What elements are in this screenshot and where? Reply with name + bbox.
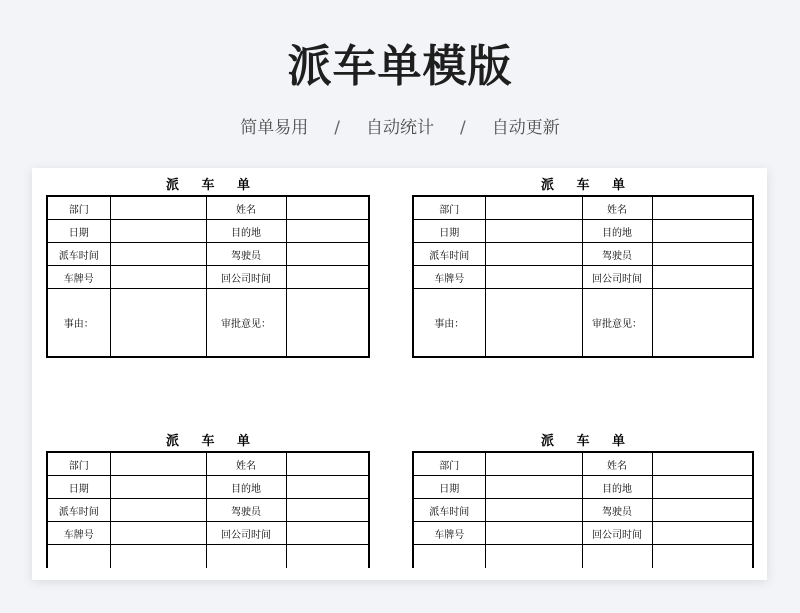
field-value-cell[interactable] (110, 452, 206, 476)
table-row (47, 196, 369, 220)
field-label: 派车时间 (413, 499, 485, 522)
field-label: 部门 (413, 452, 485, 476)
field-value-cell[interactable] (485, 243, 582, 266)
reason-value-cell[interactable] (485, 545, 582, 569)
feature-tagline (0, 113, 800, 138)
field-value-cell[interactable] (485, 266, 582, 289)
field-value-cell[interactable] (485, 196, 582, 220)
field-value-cell[interactable] (652, 266, 753, 289)
field-label: 目的地 (582, 476, 652, 499)
field-value-cell[interactable] (652, 522, 753, 545)
field-value-cell[interactable] (110, 220, 206, 243)
form-title: 派 车 单 (165, 178, 260, 193)
field-label: 部门 (47, 452, 110, 476)
dispatch-form (46, 433, 370, 568)
field-label: 派车时间 (47, 243, 110, 266)
field-value-cell[interactable] (485, 522, 582, 545)
field-value-cell[interactable] (652, 196, 753, 220)
field-label: 日期 (47, 220, 110, 243)
field-value-cell[interactable] (652, 243, 753, 266)
feature-easy-to-use: 简单易用 (240, 118, 309, 138)
table-row (413, 243, 753, 266)
field-label: 派车时间 (413, 243, 485, 266)
table-row (47, 545, 369, 569)
field-value-cell[interactable] (652, 499, 753, 522)
form-title: 派 车 单 (165, 434, 260, 449)
field-value-cell[interactable] (485, 220, 582, 243)
field-value-cell[interactable] (110, 243, 206, 266)
field-value-cell[interactable] (485, 476, 582, 499)
table-row (413, 196, 753, 220)
table-row (47, 499, 369, 522)
reason-value-cell[interactable] (110, 545, 206, 569)
table-row (47, 452, 369, 476)
table-row (47, 522, 369, 545)
table-row (413, 452, 753, 476)
field-label: 回公司时间 (206, 522, 286, 545)
field-value-cell[interactable] (110, 499, 206, 522)
field-value-cell[interactable] (652, 476, 753, 499)
field-label: 回公司时间 (582, 522, 652, 545)
form-table (46, 451, 370, 568)
field-label: 姓名 (206, 452, 286, 476)
page-title: 派车单模版 (287, 41, 513, 92)
reason-label: 事由： (413, 289, 485, 358)
field-value-cell[interactable] (286, 266, 369, 289)
approval-label: 审批意见： (206, 289, 286, 358)
form-title: 派 车 单 (540, 178, 635, 193)
field-value-cell[interactable] (286, 452, 369, 476)
table-row (413, 266, 753, 289)
field-label: 车牌号 (47, 266, 110, 289)
feature-auto-update: 自动更新 (491, 118, 560, 138)
separator: / (460, 118, 466, 138)
document-sheet (32, 168, 767, 580)
field-label: 目的地 (582, 220, 652, 243)
table-row (413, 499, 753, 522)
field-value-cell[interactable] (652, 452, 753, 476)
field-label: 日期 (413, 476, 485, 499)
feature-auto-statistics: 自动统计 (366, 118, 434, 138)
field-label: 姓名 (582, 452, 652, 476)
field-label: 部门 (47, 196, 110, 220)
reason-value-cell[interactable] (485, 289, 582, 358)
field-label: 车牌号 (413, 266, 485, 289)
field-value-cell[interactable] (652, 220, 753, 243)
field-value-cell[interactable] (110, 522, 206, 545)
field-value-cell[interactable] (286, 196, 369, 220)
dispatch-form (412, 177, 754, 358)
approval-label (582, 545, 652, 569)
field-label: 车牌号 (47, 522, 110, 545)
field-label: 目的地 (206, 476, 286, 499)
table-row (413, 545, 753, 569)
field-value-cell[interactable] (286, 220, 369, 243)
approval-label: 审批意见： (582, 289, 652, 358)
field-value-cell[interactable] (286, 476, 369, 499)
field-value-cell[interactable] (485, 452, 582, 476)
table-row (413, 289, 753, 358)
reason-value-cell[interactable] (110, 289, 206, 358)
form-table (412, 195, 754, 358)
dispatch-form (412, 433, 754, 568)
field-label: 姓名 (582, 196, 652, 220)
reason-label (413, 545, 485, 569)
table-row (413, 220, 753, 243)
separator: / (334, 118, 340, 138)
field-value-cell[interactable] (110, 266, 206, 289)
approval-value-cell[interactable] (652, 289, 753, 358)
table-row (47, 289, 369, 358)
table-row (47, 476, 369, 499)
approval-value-cell[interactable] (286, 545, 369, 569)
dispatch-form (46, 177, 370, 358)
table-row (413, 476, 753, 499)
form-table (46, 195, 370, 358)
field-label: 日期 (47, 476, 110, 499)
field-label: 目的地 (206, 220, 286, 243)
reason-label (47, 545, 110, 569)
table-row (47, 243, 369, 266)
field-value-cell[interactable] (485, 499, 582, 522)
field-label: 驾驶员 (206, 243, 286, 266)
field-label: 姓名 (206, 196, 286, 220)
field-label: 驾驶员 (582, 243, 652, 266)
field-value-cell[interactable] (110, 476, 206, 499)
field-value-cell[interactable] (110, 196, 206, 220)
field-label: 派车时间 (47, 499, 110, 522)
field-label: 回公司时间 (582, 266, 652, 289)
table-row (47, 220, 369, 243)
field-label: 回公司时间 (206, 266, 286, 289)
field-value-cell[interactable] (286, 499, 369, 522)
approval-value-cell[interactable] (286, 289, 369, 358)
field-label: 驾驶员 (206, 499, 286, 522)
approval-label (206, 545, 286, 569)
table-row (413, 522, 753, 545)
reason-label: 事由： (47, 289, 110, 358)
field-label: 车牌号 (413, 522, 485, 545)
field-value-cell[interactable] (286, 243, 369, 266)
field-label: 部门 (413, 196, 485, 220)
field-label: 日期 (413, 220, 485, 243)
table-row (47, 266, 369, 289)
field-label: 驾驶员 (582, 499, 652, 522)
form-title: 派 车 单 (540, 434, 635, 449)
field-value-cell[interactable] (286, 522, 369, 545)
approval-value-cell[interactable] (652, 545, 753, 569)
form-table (412, 451, 754, 568)
